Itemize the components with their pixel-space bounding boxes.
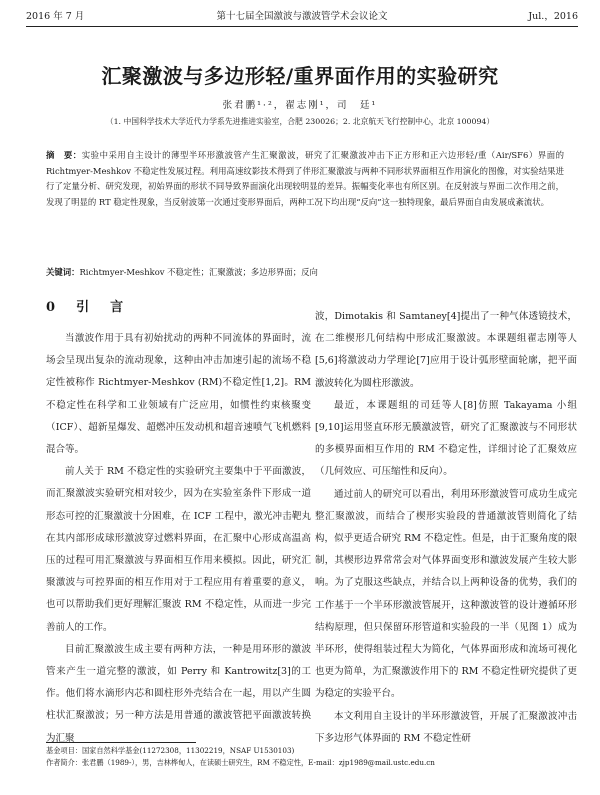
keywords-label: 关键词： (46, 267, 80, 277)
abstract (46, 148, 564, 210)
header-conference: 第十七届全国激波与激波管学术会议论文 (216, 11, 388, 22)
section-number: 0 (46, 300, 60, 315)
right-column (315, 306, 577, 750)
paragraph: 目前汇聚激波生成主要有两种方法，一种是用环形的激波管来产生一道完整的激波，如 Perry 和 Kantrowitz[3]的工作。他们将水滴形内芯和圆柱形外壳结合在一起，用以产生圆柱状汇聚激波；另一种方法是用普通的激波管把平面激波转换为汇聚 (46, 643, 311, 744)
affiliation: （1. 中国科学技术大学近代力学系先进推进实验室，合肥 230026；2. 北京航天飞行控制中心，北京 100094） (105, 117, 495, 126)
paragraph: 当激波作用于具有初始扰动的两种不同流体的界面时，流场会呈现出复杂的流动现象，这种由冲击加速引起的流场不稳定性被称作 Richtmyer-Meshkov (RM)不稳定性[1,2]。RM 不稳定性在科学和工业领域有广泛应用，如惯性约束核聚变（ICF）、超新星爆发、超燃冲压发动机和超音速喷气飞机燃料混合等。 (46, 333, 311, 456)
paragraph: 本文利用自主设计的半环形激波管，开展了汇聚激波冲击下多边形气体界面的 RM 不稳定性研 (315, 710, 577, 744)
paragraph: 前人关于 RM 不稳定性的实验研究主要集中于平面激波，而汇聚激波实验研究相对较少，因为在实验室条件下形成一道形态可控的汇聚激波十分困难，在 ICF 工程中，激光冲击靶丸在其内部形成球形激波穿过燃料界面，在汇聚中心形成高温高压的过程可用汇聚激波与界面相互作用来模拟。因此，研究汇聚激波与可控界面的相互作用对于工程应用有着重要的意义，也可以帮助我们更好理解汇聚波 RM 不稳定性，从而进一步完善前人的工作。 (46, 466, 311, 633)
header-rule (26, 26, 578, 27)
footnote-funding: 基金项目：国家自然科学基金(11272308，11302219，NSAF U1530103) (46, 746, 295, 755)
paragraph-continued: 波，Dimotakis 和 Samtaney[4]提出了一种气体透镜技术，在二维楔形几何结构中形成汇聚激波。本课题组翟志刚等人[5,6]将激波动力学理论[7]应用于设计弧形壁面轮廓，把平面激波转化为圆柱形激波。 (315, 311, 577, 389)
abstract-label: 摘 要： (46, 150, 82, 160)
running-header (26, 10, 578, 24)
header-date: 2016 年 7 月 (26, 11, 85, 22)
abstract-text: 实验中采用自主设计的薄型半环形激波管产生汇聚激波，研究了汇聚激波冲击下正方形和正六边形轻/重（Air/SF6）界面的 Richtmyer-Meshkov 不稳定性发展过程。利用高速纹影技术得到了伴形汇聚激波与两种不同形状界面相互作用演化的图像，对实验结果进行了定量分析、研究发现，初始界面的形状不同导致界面演化出现较明显的差异。振幅变化率也有所区别。在反射波与界面二次作用之前，发现了明显的 RT 稳定性现象，当反射波第一次通过变形界面后，两种工况下均出现“反向”这一独特现象，最后界面自由发展成紊流状。 (46, 150, 564, 207)
left-column (46, 298, 311, 750)
section-heading (46, 298, 311, 318)
footnote-rule (46, 742, 196, 743)
paragraph: 最近，本课题组的司廷等人[8]仿照 Takayama 小组[9,10]运用竖直环形无膜激波管，研究了汇聚激波与不同形状的多模界面相互作用的 RM 不稳定性，详细讨论了汇聚效应（几何效应、可压缩性和反向）。 (315, 399, 577, 478)
footnote-author: 作者简介：张君鹏（1989-），男，吉林桦甸人，在读硕士研究生，RM 不稳定性，E-mail：zjp1989@mail.ustc.edu.cn (46, 758, 435, 767)
header-date-en: Jul.，2016 (528, 11, 578, 22)
paper-title: 汇聚激波与多边形轻/重界面作用的实验研究 (101, 64, 499, 88)
keywords-text: Richtmyer-Meshkov 不稳定性；汇聚激波；多边形界面；反向 (79, 267, 318, 277)
keywords (46, 265, 564, 279)
paragraph: 通过前人的研究可以看出，利用环形激波管可成功生成完整汇聚激波，而结合了楔形实验段的普通激波管则简化了结构，似乎更适合研究 RM 不稳定性。但是，由于汇聚角度的限制，其楔形边界常常会对气体界面变形和激波发展产生较大影响。为了克服这些缺点，并结合以上两种设备的优势，我们的工作基于一个半环形激波管展开，这种激波管的设计遵循环形结构原理，但只保留环形管道和实验段的一半（见图 1）成为半环形，使得组装过程大为简化，气体界面形成和流场可视化也更为简单，为汇聚激波作用下的 RM 不稳定性研究提供了更为稳定的实验平台。 (315, 488, 577, 700)
section-title: 引 言 (76, 300, 128, 315)
authors: 张君鹏¹·²，翟志刚¹，司 廷¹ (222, 100, 378, 111)
